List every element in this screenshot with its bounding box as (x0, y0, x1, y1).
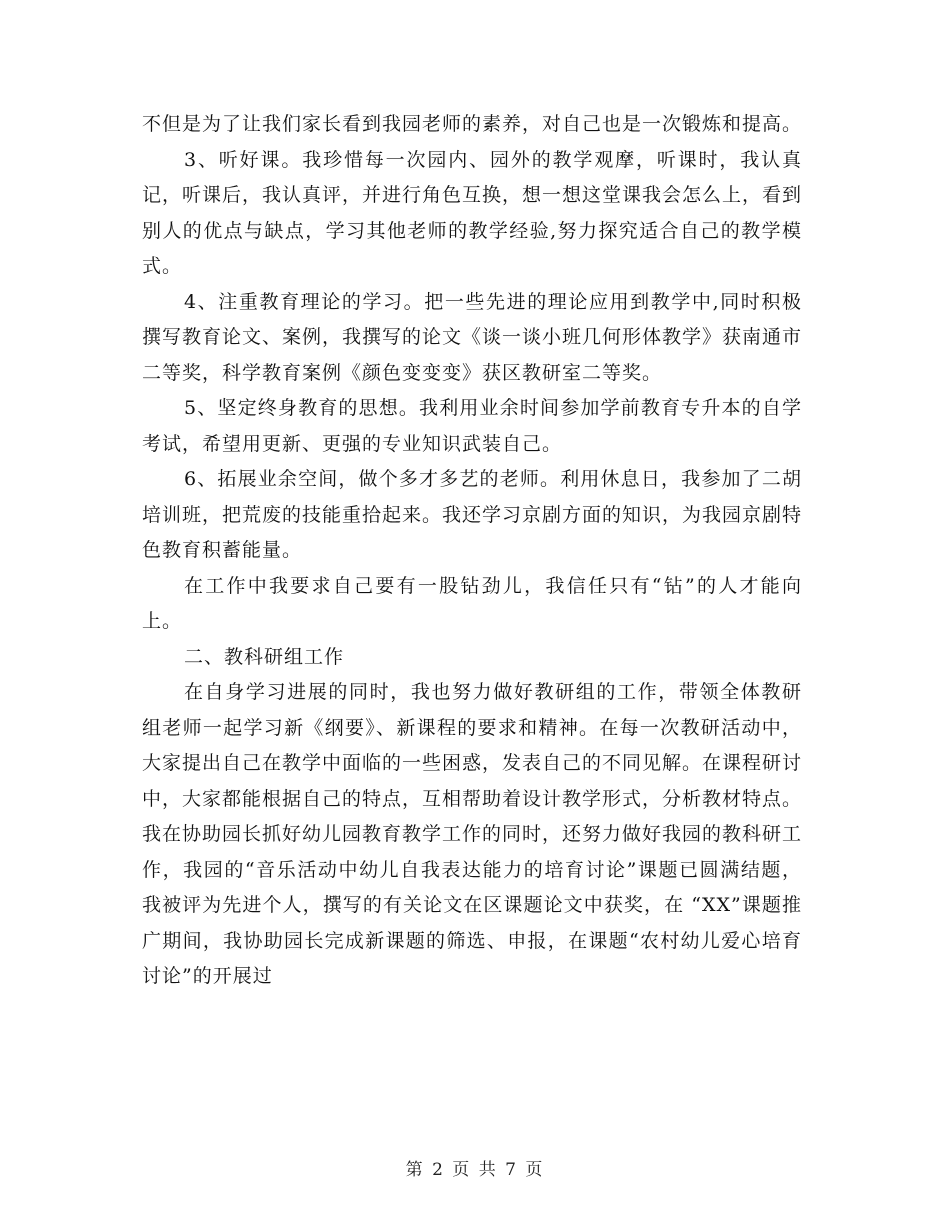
page-number-footer: 第 2 页 共 7 页 (405, 1160, 545, 1180)
paragraph-research: 在自身学习进展的同时，我也努力做好教研组的工作，带领全体教研组老师一起学习新《纲要》、新课程的要求和精神。在每一次教研活动中，大家提出自己在教学中面临的一些困惑，发表自己的不同见解。在课程研讨中，大家都能根据自己的特点，互相帮助着设计教学形式，分析教材特点。我在协助园长抓好幼儿园教育教学工作的同时，还努力做好我园的教科研工作，我园的“音乐活动中幼儿自我表达能力的培育讨论”课题已圆满结题，我被评为先进个人，撰写的有关论文在区课题论文中获奖，在 “XX”课题推广期间，我协助园长完成新课题的筛选、申报，在课题“农村幼儿爱心培育讨论”的开展过 (142, 681, 803, 987)
paragraph-item-6: 6、拓展业余空间，做个多才多艺的老师。利用休息日，我参加了二胡培训班，把荒废的技能重拾起来。我还学习京剧方面的知识，为我园京剧特色教育积蓄能量。 (142, 468, 803, 561)
document-body (142, 107, 802, 995)
paragraph-continued: 不但是为了让我们家长看到我园老师的素养，对自己也是一次锻炼和提高。 (142, 113, 803, 135)
paragraph-summary: 在工作中我要求自己要有一股钻劲儿，我信任只有“钻”的人才能向上。 (142, 574, 802, 632)
paragraph-item-5: 5、坚定终身教育的思想。我利用业余时间参加学前教育专升本的自学考试，希望用更新、更强的专业知识武装自己。 (142, 397, 802, 455)
section-heading: 二、教科研组工作 (184, 645, 345, 668)
paragraph-item-3: 3、听好课。我珍惜每一次园内、园外的教学观摩，听课时，我认真记，听课后，我认真评，并进行角色互换，想一想这堂课我会怎么上，看到别人的优点与缺点，学习其他老师的教学经验,努力探究适合自己的教学模式。 (142, 148, 803, 277)
paragraph-item-4: 4、注重教育理论的学习。把一些先进的理论应用到教学中,同时积极撰写教育论文、案例，我撰写的论文《谈一谈小班几何形体教学》获南通市二等奖，科学教育案例《颜色变变变》获区教研室二等奖。 (142, 290, 803, 384)
